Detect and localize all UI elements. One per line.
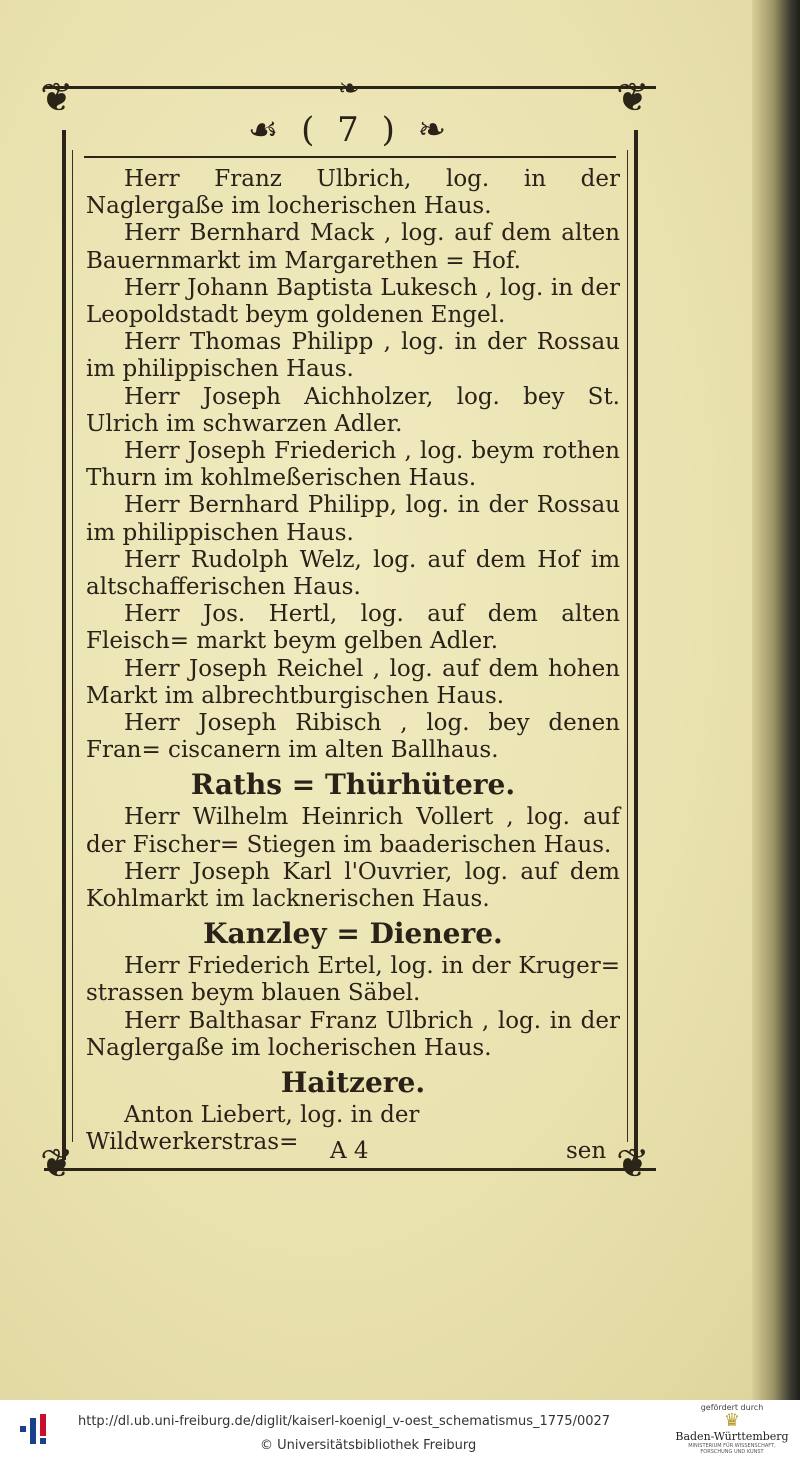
library-logo-icon: [20, 1414, 50, 1446]
section-heading: Kanzley = Dienere.: [203, 917, 503, 951]
page-number: ☙ ( 7 ) ❧: [247, 110, 453, 150]
directory-entry: Herr Joseph Reichel , log. auf dem hohen Markt im albrechtburgischen Haus.: [86, 655, 620, 709]
sponsor-ministry: MINISTERIUM FÜR WISSENSCHAFT, FORSCHUNG UND KUNST: [688, 1443, 776, 1455]
directory-entry: Herr Balthasar Franz Ulbrich , log. in der Naglergaße im locherischen Haus.: [86, 1007, 620, 1061]
directory-entry: Herr Bernhard Philipp, log. in der Rossau im philippischen Haus.: [86, 492, 620, 546]
directory-entry: Herr Thomas Philipp , log. in der Rossau im philippischen Haus.: [86, 329, 620, 383]
sponsor-name: Baden-Württemberg: [675, 1430, 789, 1443]
viewer-footer: [0, 1400, 800, 1460]
directory-entry: Herr Joseph Aichholzer, log. bey St. Ulrich im schwarzen Adler.: [86, 383, 620, 437]
directory-entry: Herr Johann Baptista Lukesch , log. in der Leopoldstadt beym goldenen Engel.: [86, 274, 620, 329]
directory-entry: Herr Rudolph Welz, log. auf dem Hof im altschafferischen Haus.: [86, 546, 620, 601]
directory-entry: Herr Franz Ulbrich, log. in der Naglergaße im locherischen Haus.: [86, 166, 620, 220]
corner-ornament-bottom-left-icon: ❦: [40, 1141, 74, 1187]
corner-ornament-bottom-right-icon: ❦: [616, 1141, 650, 1187]
directory-entry: Herr Wilhelm Heinrich Vollert , log. auf der Fischer= Stiegen im baaderischen Haus.: [86, 804, 620, 858]
section-heading: Haitzere.: [280, 1066, 426, 1100]
section-heading: Raths = Thürhütere.: [190, 768, 516, 802]
sponsor-label: gefördert durch: [700, 1403, 764, 1412]
page-text: [86, 166, 620, 1157]
top-center-ornament-icon: ❧: [338, 74, 360, 104]
copyright-notice: © Universitätsbibliothek Freiburg: [260, 1438, 477, 1453]
directory-entry: Anton Liebert, log. in der Wildwerkerstras=: [86, 1102, 420, 1156]
directory-entry: Herr Jos. Hertl, log. auf dem alten Fleisch= markt beym gelben Adler.: [86, 601, 620, 655]
directory-entry: Herr Joseph Karl l'Ouvrier, log. auf dem Kohlmarkt im lacknerischen Haus.: [86, 858, 620, 913]
source-url[interactable]: http://dl.ub.uni-freiburg.de/diglit/kaiserl-koenigl_v-oest_schematismus_1775/0027: [78, 1414, 611, 1429]
header-rule: [84, 156, 616, 158]
corner-ornament-top-right-icon: ❦: [616, 75, 650, 121]
directory-entry: Herr Bernhard Mack , log. auf dem alten Bauernmarkt im Margarethen = Hof.: [86, 220, 620, 274]
directory-entry: Herr Joseph Ribisch , log. bey denen Fran= ciscanern im alten Ballhaus.: [86, 710, 620, 764]
frame-bottom-border: [44, 1168, 656, 1171]
signature-mark: A 4: [330, 1138, 369, 1164]
directory-entry: Herr Friederich Ertel, log. in der Kruger= strassen beym blauen Säbel.: [86, 953, 620, 1007]
sponsor-block: [672, 1403, 792, 1455]
directory-entry: Herr Joseph Friederich , log. beym rothen Thurn im kohlmeßerischen Haus.: [86, 438, 620, 492]
page-edge-shadow: [752, 0, 800, 1400]
catchword: sen: [566, 1138, 607, 1164]
state-crest-icon: ♛: [723, 1410, 741, 1431]
corner-ornament-top-left-icon: ❦: [40, 75, 74, 121]
